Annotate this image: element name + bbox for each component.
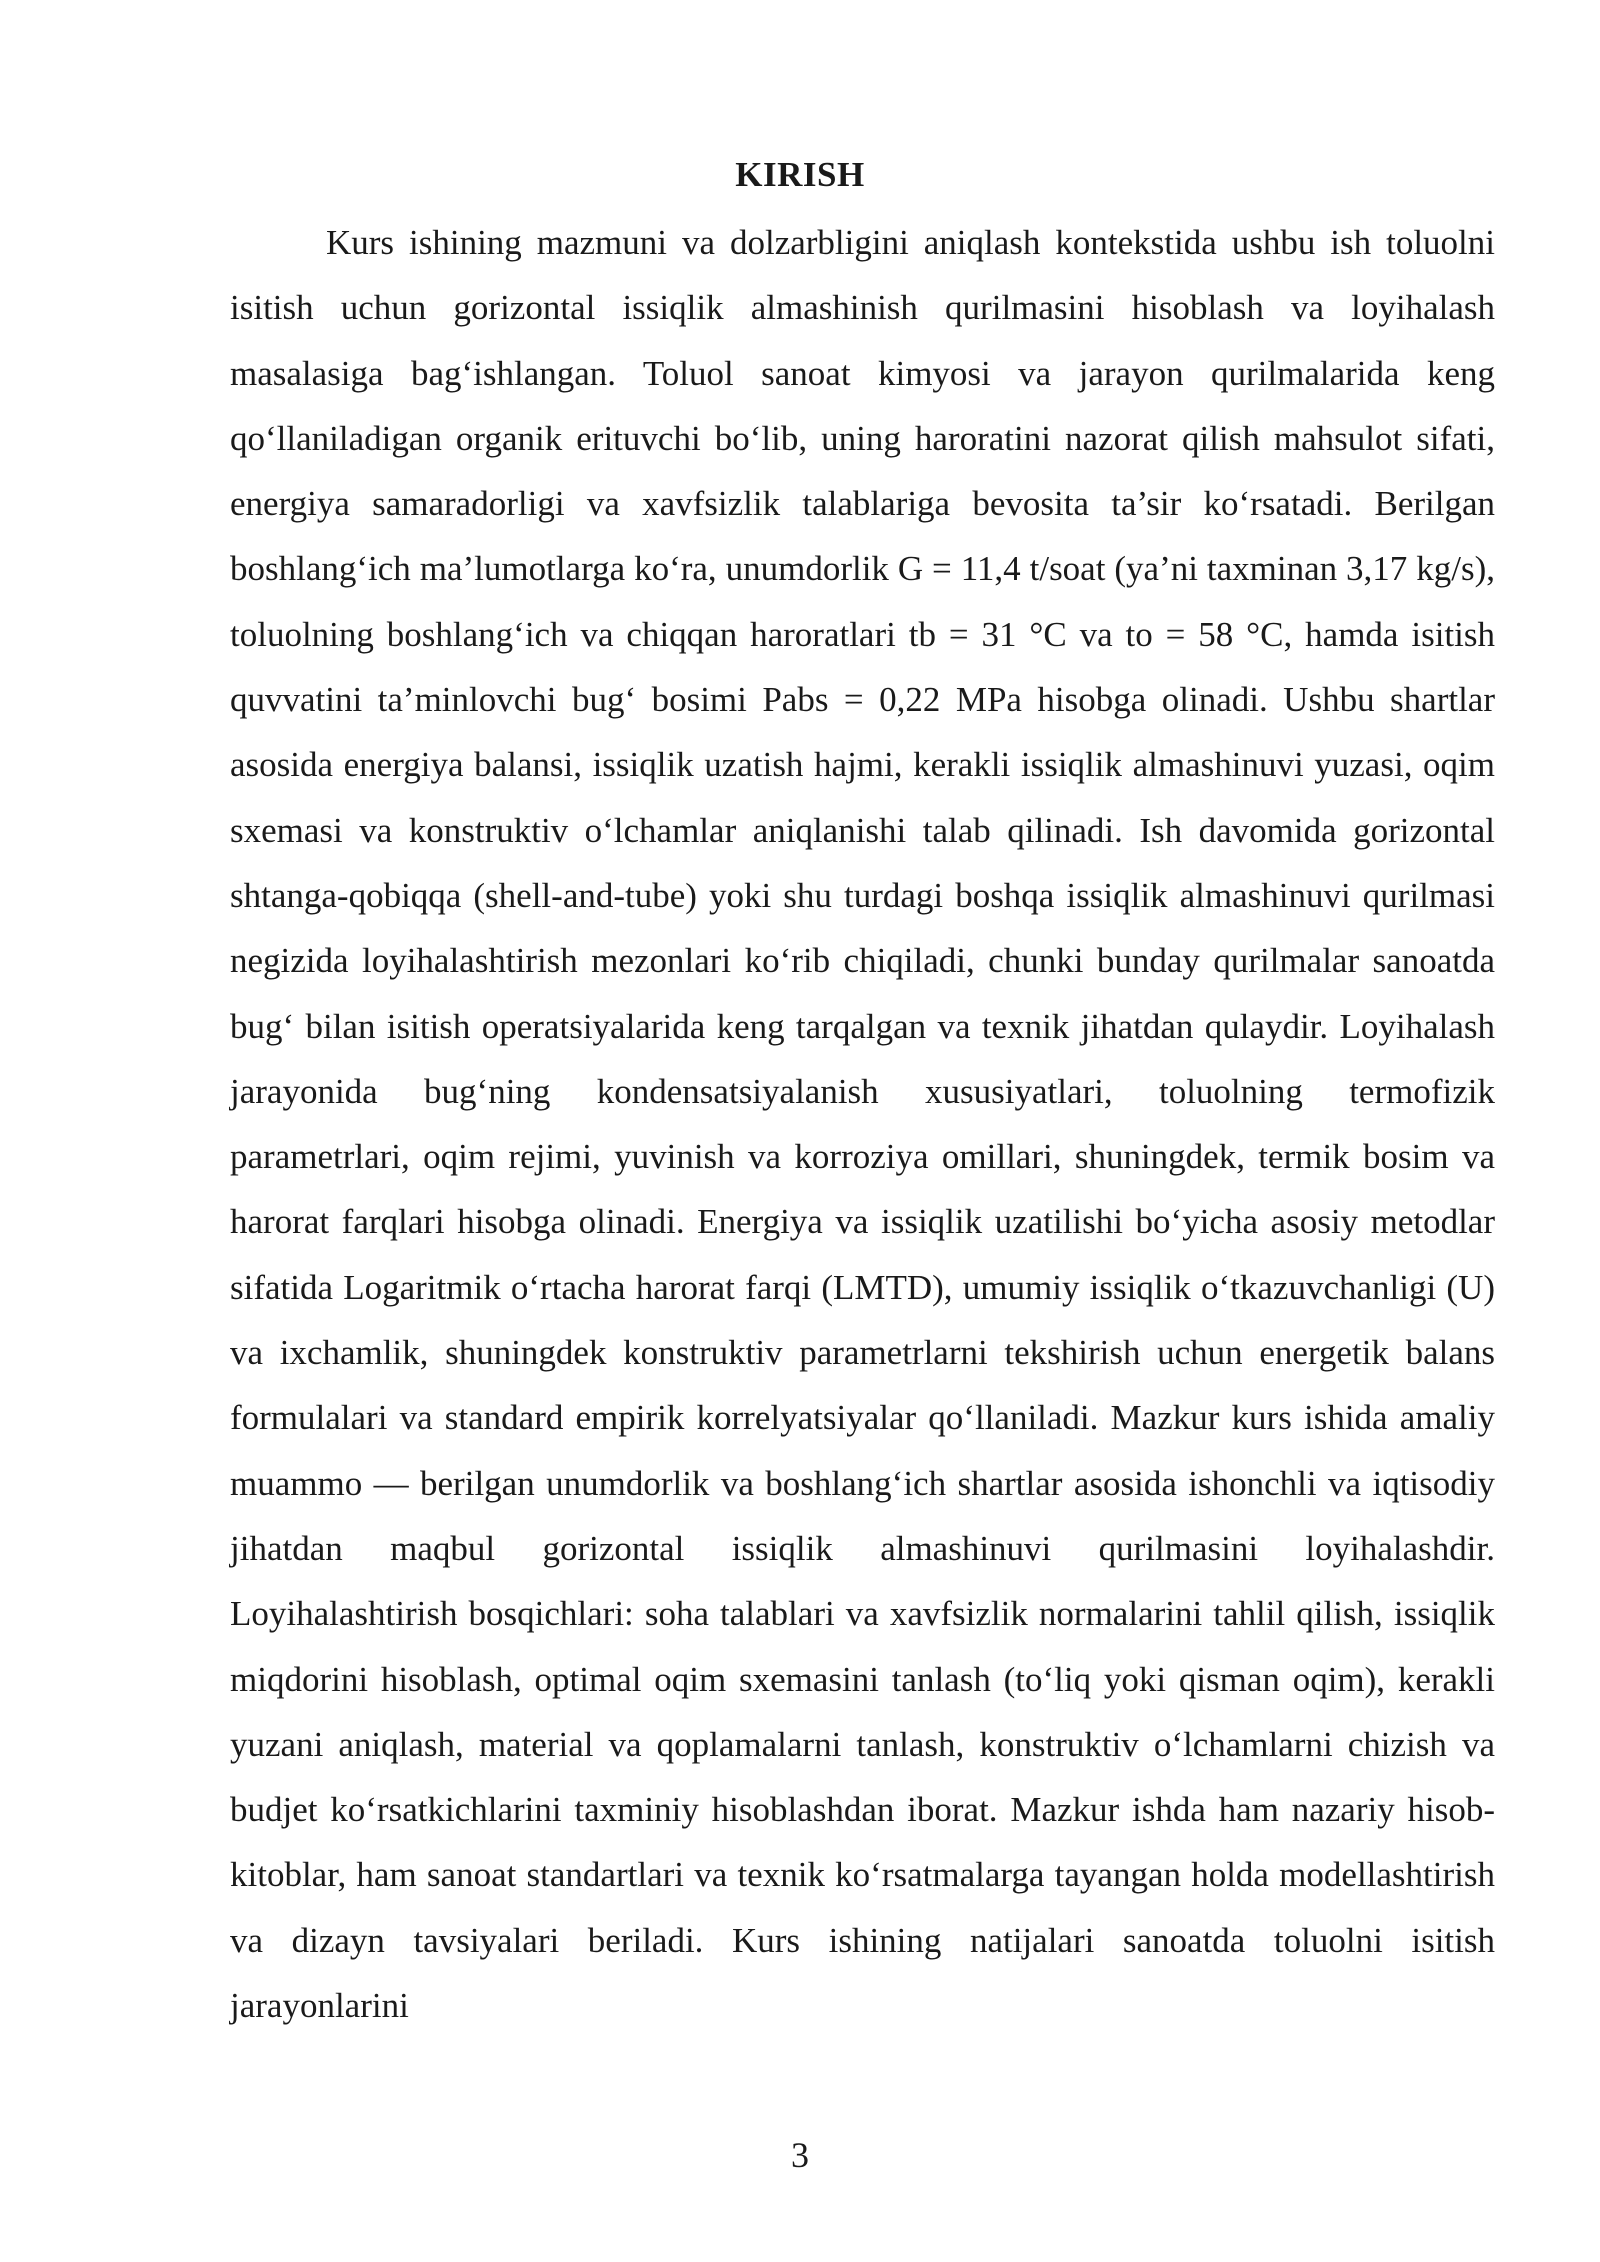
section-heading: KIRISH [735, 155, 865, 194]
body-paragraph: Kurs ishining mazmuni va dolzarbligini aniqlash kontekstida ushbu ish toluolni isitish uchun gorizontal issiqlik almashinish qurilmasini hisoblash va loyihalash masalasiga bag‘ishlangan. Toluol sanoat kimyosi va jarayon qurilmalarida keng qo‘llaniladigan organik erituvchi bo‘lib, uning haroratini nazorat qilish mahsulot sifati, energiya samaradorligi va xavfsizlik talablariga bevosita ta’sir ko‘rsatadi. Berilgan boshlang‘ich ma’lumotlarga ko‘ra, unumdorlik G = 11,4 t/soat (ya’ni taxminan 3,17 kg/s), toluolning boshlang‘ich va chiqqan haroratlari tb = 31 °C va to = 58 °C, hamda isitish quvvatini ta’minlovchi bug‘ bosimi Pabs = 0,22 MPa hisobga olinadi. Ushbu shartlar asosida energiya balansi, issiqlik uzatish hajmi, kerakli issiqlik almashinuvi yuzasi, oqim sxemasi va konstruktiv o‘lchamlar aniqlanishi talab qilinadi. Ish davomida gorizontal shtanga-qobiqqa (shell-and-tube) yoki shu turdagi boshqa issiqlik almashinuvi qurilmasi negizida loyihalashtirish mezonlari ko‘rib chiqiladi, chunki bunday qurilmalar sanoatda bug‘ bilan isitish operatsiyalarida keng tarqalgan va texnik jihatdan qulaydir. Loyihalash jarayonida bug‘ning kondensatsiyalanish xususiyatlari, toluolning termofizik parametrlari, oqim rejimi, yuvinish va korroziya omillari, shuningdek, termik bosim va harorat farqlari hisobga olinadi. Energiya va issiqlik uzatilishi bo‘yicha asosiy metodlar sifatida Logaritmik o‘rtacha harorat farqi (LMTD), umumiy issiqlik o‘tkazuvchanligi (U) va ixchamlik, shuningdek konstruktiv parametrlarni tekshirish uchun energetik balans formulalari va standard empirik korrelyatsiyalar qo‘llaniladi. Mazkur kurs ishida amaliy muammo — berilgan unumdorlik va boshlang‘ich shartlar asosida ishonchli va iqtisodiy jihatdan maqbul gorizontal issiqlik almashinuvi qurilmasini loyihalashdir. Loyihalashtirish bosqichlari: soha talablari va xavfsizlik normalarini tahlil qilish, issiqlik miqdorini hisoblash, optimal oqim sxemasini tanlash (to‘liq yoki qisman oqim), kerakli yuzani aniqlash, material va qoplamalarni tanlash, konstruktiv o‘lchamlarni chizish va budjet ko‘rsatkichlarini taxminiy hisoblashdan iborat. Mazkur ishda ham nazariy hisob-kitoblar, ham sanoat standartlari va texnik ko‘rsatmalarga tayangan holda modellashtirish va dizayn tavsiyalari beriladi. Kurs ishining natijalari sanoatda toluolni isitish jarayonlarini [230, 223, 1495, 2026]
page-number: 3 [791, 2135, 809, 2175]
